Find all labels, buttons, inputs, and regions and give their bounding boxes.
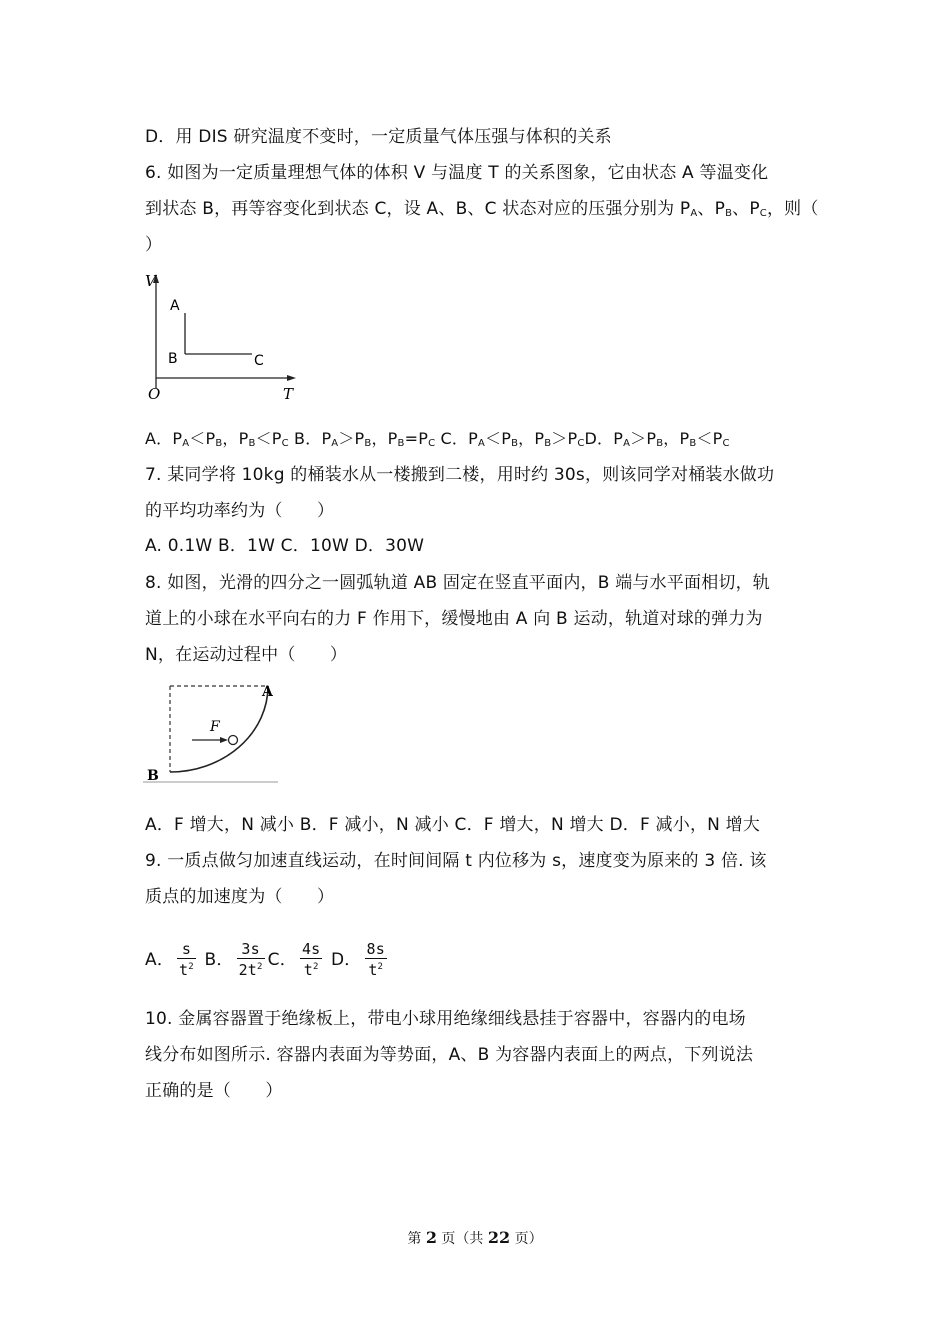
- vt-graph-figure: [140, 268, 305, 406]
- question-6-line-2: [145, 198, 819, 225]
- question-6-options: [145, 428, 730, 455]
- opt-text: =P: [404, 429, 429, 448]
- question-8-line-2: 道上的小球在水平向右的力 F 作用下，缓慢地由 A 向 B 运动，轨道对球的弹力为: [145, 609, 763, 629]
- q6-sep2: 、P: [732, 199, 760, 219]
- denominator: [237, 959, 265, 979]
- ball: [229, 736, 238, 745]
- opt-sub: C: [722, 438, 730, 449]
- fraction-c: [300, 941, 322, 979]
- question-8-line-1: 8. 如图，光滑的四分之一圆弧轨道 AB 固定在竖直平面内，B 端与水平面相切，轨: [145, 573, 770, 593]
- opt-text: ，P: [663, 429, 690, 448]
- t-axis-label: T: [283, 385, 294, 403]
- footer-pre: 第: [407, 1231, 426, 1247]
- opt-sub: C: [281, 438, 289, 449]
- opt-text: ，P: [518, 429, 545, 448]
- opt-d-label: D．: [325, 950, 362, 970]
- fraction-d: [365, 941, 387, 979]
- numerator: 3s: [237, 941, 265, 959]
- opt-text: ＜P: [485, 429, 512, 448]
- question-6-line-3: ）: [145, 235, 163, 255]
- question-9-options: [145, 940, 390, 980]
- origin-label: O: [148, 385, 161, 403]
- exponent: 2: [257, 962, 263, 972]
- opt-sub: C: [428, 438, 436, 449]
- opt-sub: B: [215, 438, 223, 449]
- opt-text: ，P: [222, 429, 249, 448]
- point-a-label: A: [262, 684, 273, 700]
- question-7-line-1: 7. 某同学将 10kg 的桶装水从一楼搬到二楼，用时约 30s，则该同学对桶装水做功: [145, 465, 775, 485]
- opt-sub: B: [689, 438, 697, 449]
- den-base: t: [303, 961, 313, 979]
- fraction-b: [237, 941, 265, 979]
- opt-b-label: B．: [198, 950, 234, 970]
- footer-post: 页）: [510, 1231, 543, 1247]
- question-7-line-2: 的平均功率约为（ ）: [145, 501, 335, 521]
- den-base: 2t: [238, 961, 258, 979]
- exponent: 2: [188, 962, 194, 972]
- v-axis-label: V: [145, 272, 156, 290]
- question-6-line-1: 6. 如图为一定质量理想气体的体积 V 与温度 T 的关系图象，它由状态 A 等温变化: [145, 163, 769, 183]
- sub-b: B: [725, 208, 733, 219]
- opt-sub: A: [623, 438, 631, 449]
- opt-c-label: C．: [267, 950, 297, 970]
- footer-mid: 页（共: [436, 1231, 488, 1247]
- page-footer: [0, 1228, 950, 1248]
- opt-sub: B: [397, 438, 405, 449]
- opt-a-label: A．: [145, 429, 173, 448]
- point-b-label: B: [147, 768, 159, 784]
- opt-text: ＜P: [696, 429, 723, 448]
- opt-b-label: B．: [288, 429, 322, 448]
- force-label: F: [210, 719, 220, 735]
- opt-text: ，P: [371, 429, 398, 448]
- q6-sep1: 、P: [697, 199, 726, 219]
- question-8-line-3: N，在运动过程中（ ）: [145, 645, 348, 665]
- opt-text: ＜P: [189, 429, 216, 448]
- opt-text: P: [321, 429, 332, 448]
- opt-text: ＞P: [551, 429, 578, 448]
- opt-d-label: D．: [584, 429, 614, 448]
- opt-sub: B: [656, 438, 664, 449]
- question-9-line-1: 9. 一质点做匀加速直线运动，在时间间隔 t 内位移为 s，速度变为原来的 3 倍. 该: [145, 851, 767, 871]
- opt-sub: B: [511, 438, 519, 449]
- numerator: s: [177, 941, 196, 959]
- opt-text: P: [468, 429, 478, 448]
- point-b-label: B: [168, 351, 178, 367]
- question-9-line-2: 质点的加速度为（ ）: [145, 887, 335, 907]
- sub-a: A: [690, 208, 698, 219]
- question-10-line-1: 10. 金属容器置于绝缘板上，带电小球用绝缘细线悬挂于容器中，容器内的电场: [145, 1009, 746, 1029]
- den-base: t: [368, 961, 378, 979]
- force-arrow-head: [220, 737, 228, 743]
- opt-c-label: C．: [435, 429, 469, 448]
- arc-track-figure: [140, 680, 285, 786]
- numerator: 4s: [301, 940, 321, 958]
- question-10-line-3: 正确的是（ ）: [145, 1081, 283, 1101]
- opt-sub: A: [477, 438, 486, 449]
- opt-text: P: [172, 429, 183, 448]
- q6-text: 到状态 B，再等容变化到状态 C，设 A、B、C 状态对应的压强分别为 P: [145, 199, 691, 219]
- x-axis-arrow: [287, 375, 296, 381]
- opt-a-label: A．: [145, 950, 175, 970]
- option-d-line: D．用 DIS 研究温度不变时，一定质量气体压强与体积的关系: [145, 127, 612, 147]
- opt-sub: B: [248, 438, 256, 449]
- denominator: [177, 959, 196, 979]
- question-10-line-2: 线分布如图所示. 容器内表面为等势面，A、B 为容器内表面上的两点，下列说法: [145, 1045, 754, 1065]
- denominator: [365, 959, 387, 979]
- opt-text: ＜P: [255, 429, 282, 448]
- fraction-a: [177, 941, 196, 979]
- opt-sub: C: [577, 438, 585, 449]
- opt-text: ＞P: [338, 429, 365, 448]
- opt-sub: B: [364, 438, 372, 449]
- opt-text: ＞P: [630, 429, 657, 448]
- opt-sub: A: [331, 438, 339, 449]
- question-8-options: A．F 增大，N 减小 B．F 减小，N 减小 C．F 增大，N 增大 D．F 减小，N 增大: [145, 815, 761, 835]
- q6-end: ，则（: [766, 199, 819, 219]
- den-base: t: [179, 961, 189, 979]
- point-c-label: C: [254, 353, 264, 369]
- page-number: 2: [425, 1228, 437, 1247]
- question-7-options: A. 0.1W B．1W C．10W D．30W: [145, 536, 425, 556]
- opt-text: P: [613, 429, 624, 448]
- numerator: 8s: [366, 940, 385, 958]
- point-a-label: A: [170, 298, 180, 314]
- denominator: [300, 959, 322, 979]
- opt-sub: B: [544, 438, 552, 449]
- exponent: 2: [377, 962, 384, 972]
- exponent: 2: [312, 962, 319, 972]
- opt-sub: A: [182, 438, 190, 449]
- total-pages: 22: [487, 1228, 511, 1247]
- sub-c: C: [759, 208, 767, 219]
